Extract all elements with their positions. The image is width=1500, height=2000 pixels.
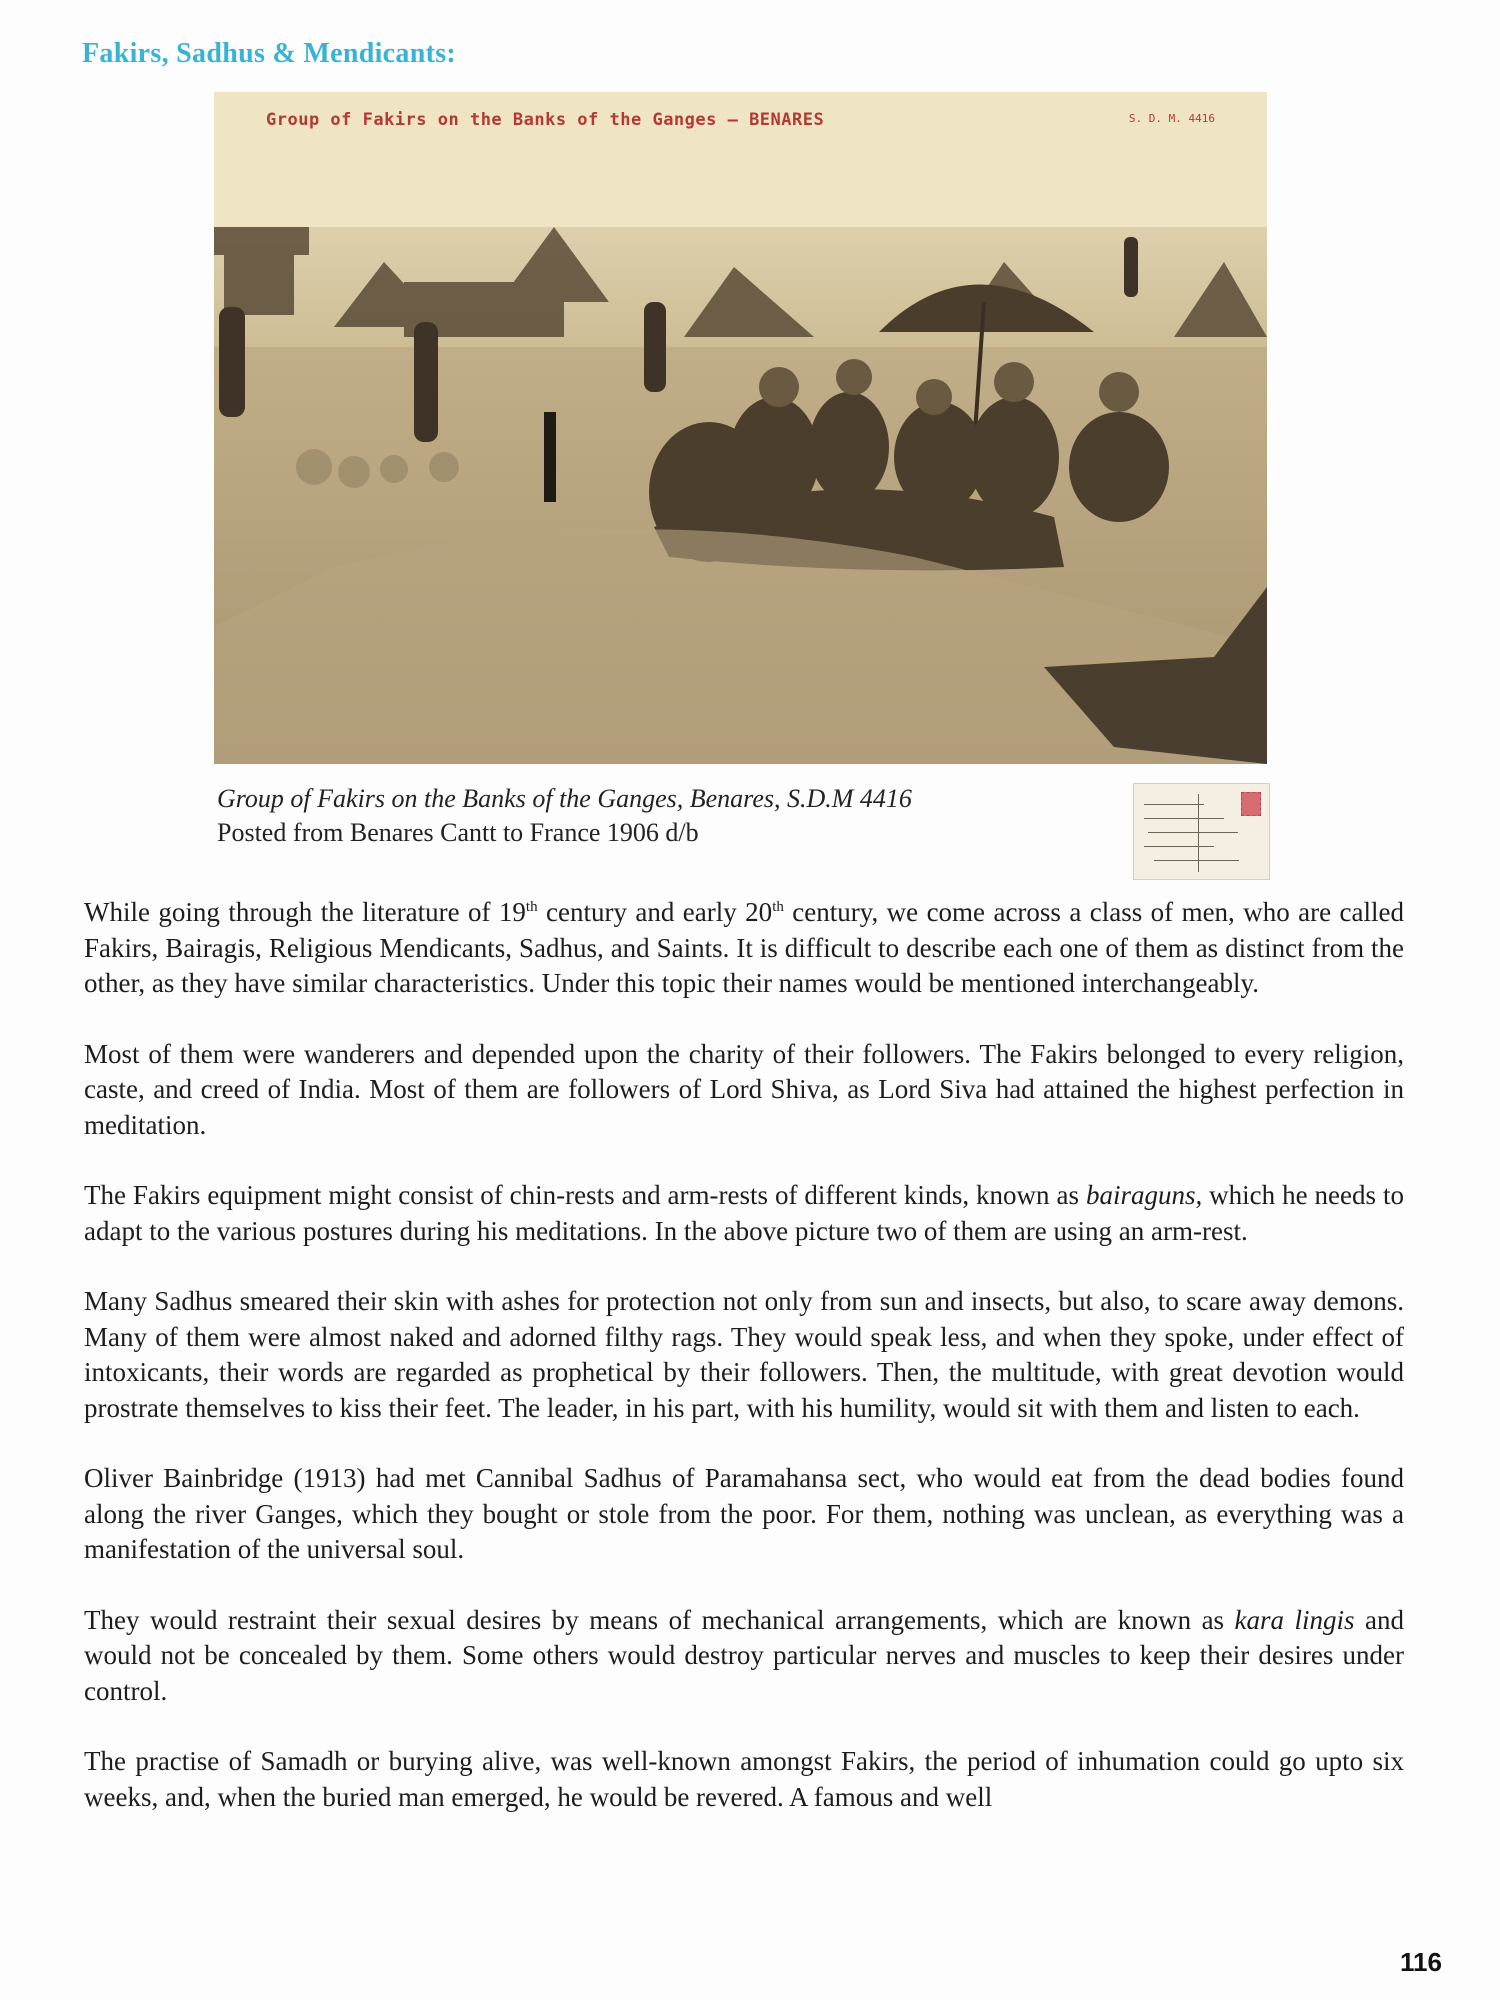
- postcard-image: [214, 92, 1267, 764]
- postcard-code: S. D. M. 4416: [1128, 112, 1215, 125]
- page-number: 116: [1400, 1947, 1442, 1977]
- stamp-icon: [1241, 792, 1261, 816]
- photo-caption: [217, 782, 912, 850]
- paragraph: They would restraint their sexual desires by means of mechanical arrangements, which are known as kara lingis and would not be concealed by them. Some others would destroy particular nerves and muscles to keep their desires under control.: [84, 1604, 1404, 1706]
- paragraph: The practise of Samadh or burying alive, was well-known amongst Fakirs, the period of inhumation could go upto six weeks, and, when the buried man emerged, he would be revered. A famous and well: [84, 1746, 1404, 1812]
- page-heading: Fakirs, Sadhus & Mendicants:: [82, 38, 457, 69]
- body-text: [84, 890, 1404, 1850]
- paragraph: While going through the literature of 19th century and early 20th century, we come across a class of men, who are called Fakirs, Bairagis, Religious Mendicants, Sadhus, and Saints. It is difficult to describe each one of them as distinct from the other, as they have similar characteristics. Under this topic their names would be mentioned interchangeably.: [84, 897, 1404, 998]
- caption-posted: Posted from Benares Cantt to France 1906 d/b: [217, 818, 699, 847]
- postcard-back-thumbnail: [1133, 783, 1270, 880]
- paragraph: The Fakirs equipment might consist of chin-rests and arm-rests of different kinds, known as bairaguns, which he needs to adapt to the various postures during his meditations. In the above picture two of them are using an arm-rest.: [84, 1180, 1404, 1246]
- paragraph: Many Sadhus smeared their skin with ashes for protection not only from sun and insects, but also, to scare away demons. Many of them were almost naked and adorned filthy rags. They would speak less, and when they spoke, under effect of intoxicants, their words are regarded as prophetical by their followers. Then, the multitude, with great devotion would prostrate themselves to kiss their feet. The leader, in his part, with his humility, would sit with them and listen to each.: [84, 1286, 1404, 1423]
- paragraph: Most of them were wanderers and depended upon the charity of their followers. The Fakirs belonged to every religion, caste, and creed of India. Most of them are followers of Lord Shiva, as Lord Siva had attained the highest perfection in meditation.: [84, 1038, 1404, 1140]
- sepia-photograph: [214, 227, 1267, 764]
- paragraph: Oliver Bainbridge (1913) had met Cannibal Sadhus of Paramahansa sect, who would eat from the dead bodies found along the river Ganges, which they bought or stole from the poor. For them, nothing was unclean, as everything was a manifestation of the universal soul.: [84, 1463, 1404, 1564]
- postcard-title: Group of Fakirs on the Banks of the Ganges — BENARES: [266, 110, 825, 130]
- caption-title: Group of Fakirs on the Banks of the Ganges, Benares, S.D.M 4416: [217, 784, 912, 813]
